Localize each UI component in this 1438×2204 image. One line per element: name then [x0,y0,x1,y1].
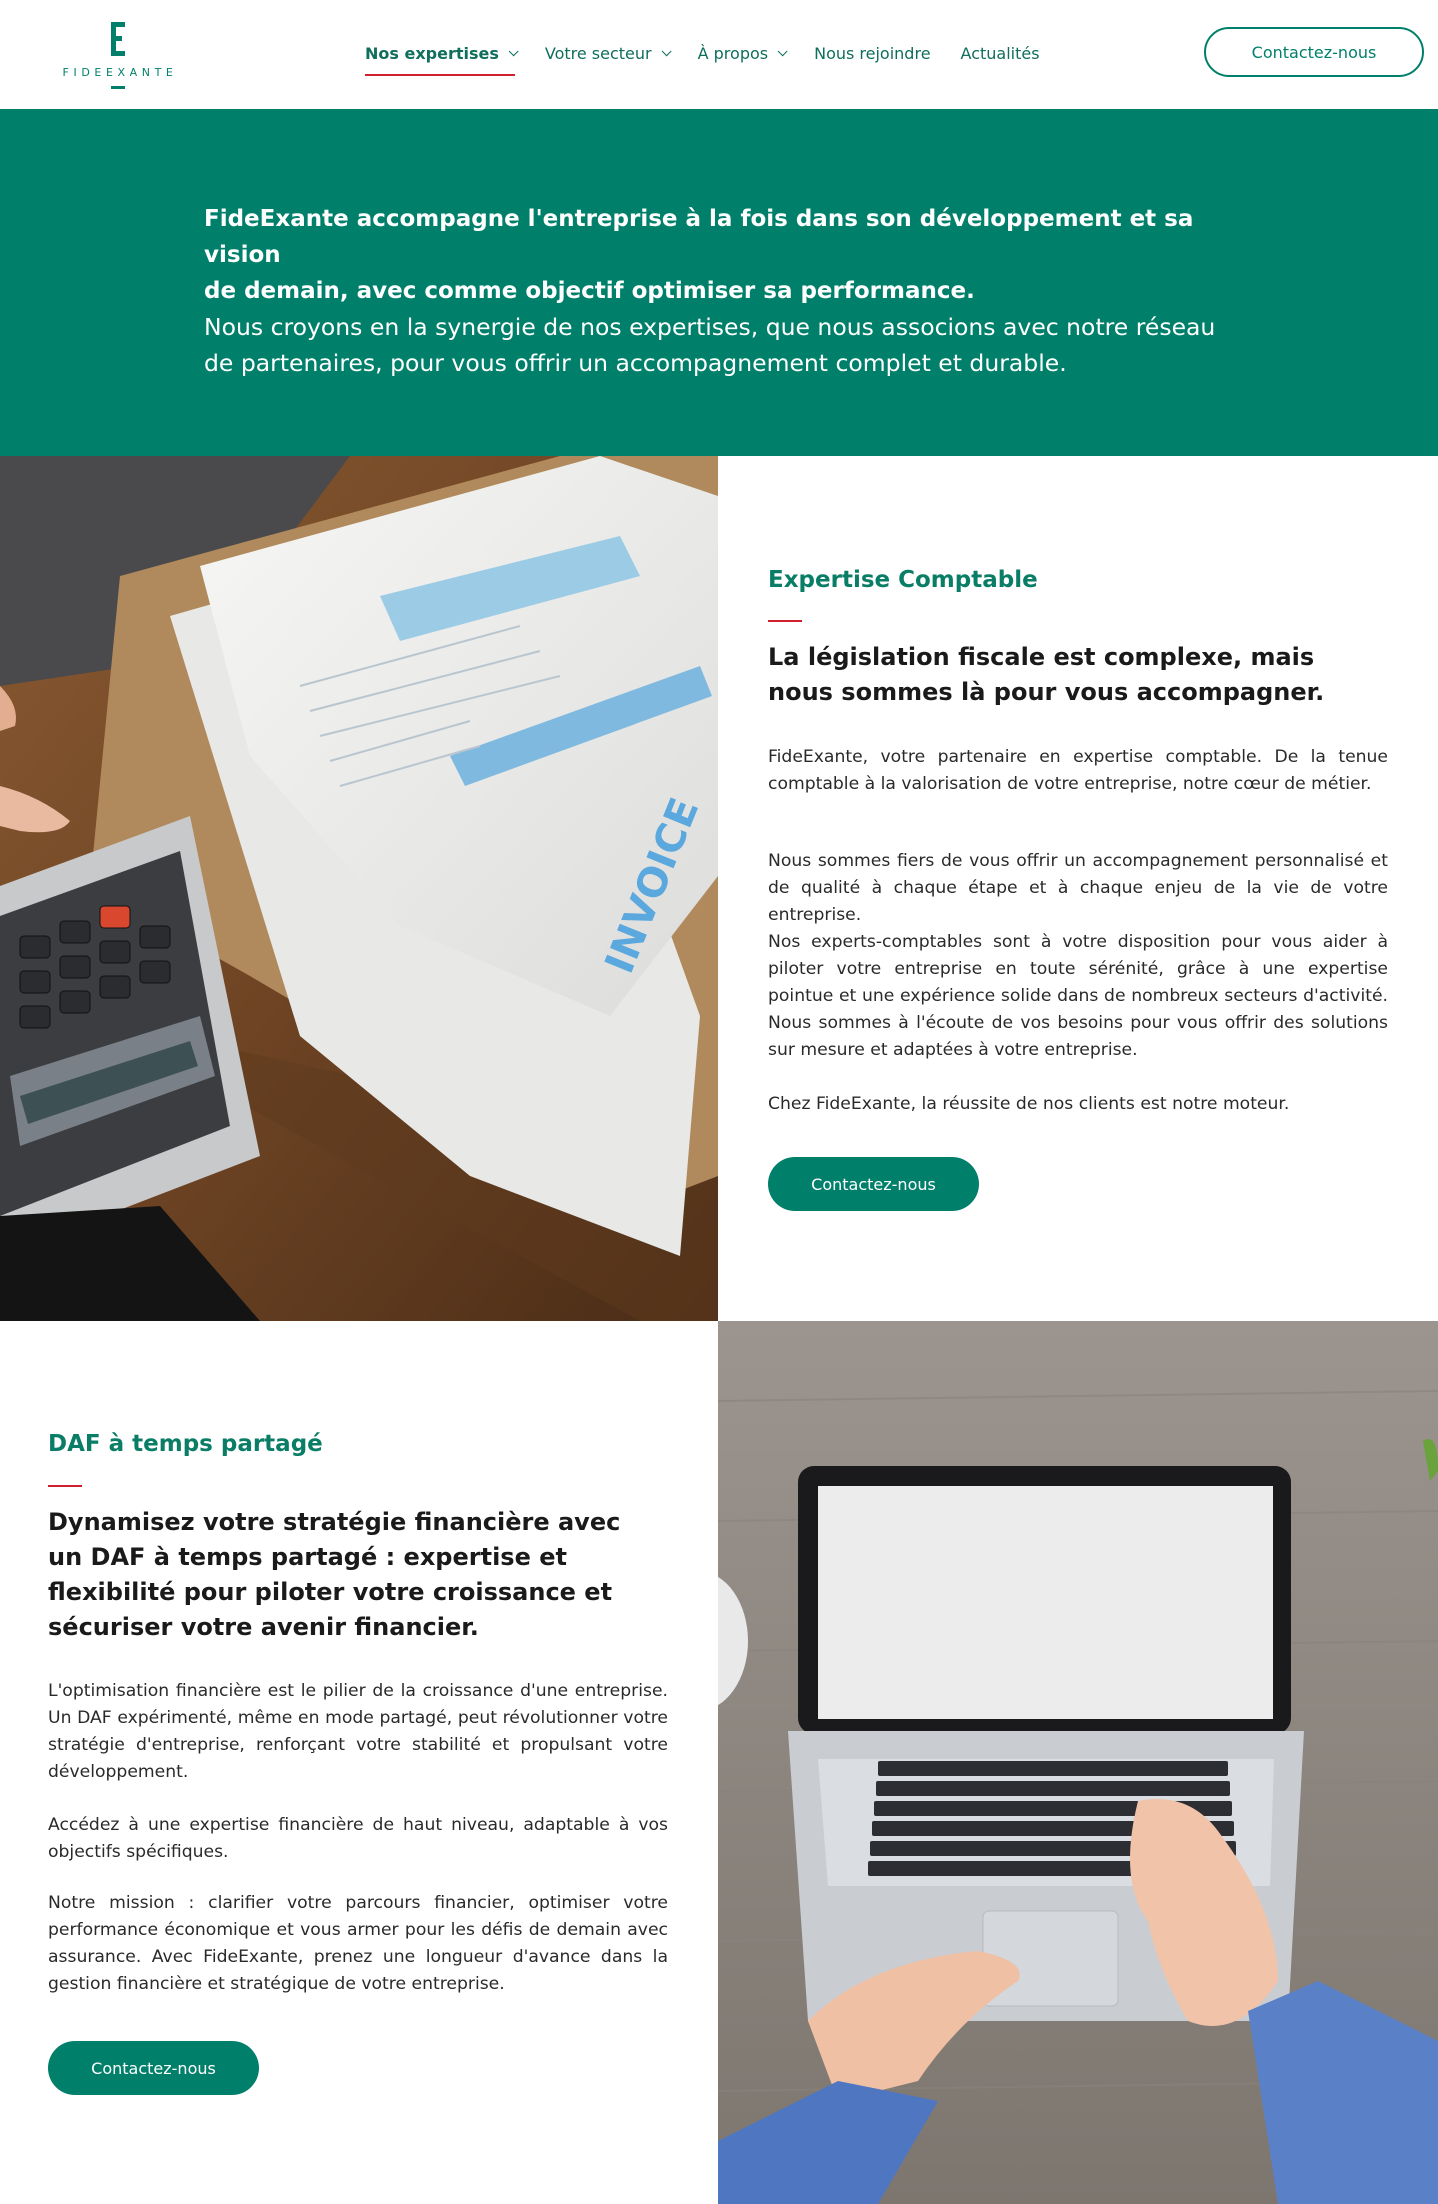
invoice-photo-text: INVOICE [596,791,709,980]
title-underline [48,1485,82,1487]
header-contact-button[interactable]: Contactez-nous [1204,27,1424,77]
body-paragraph: Nos experts-comptables sont à votre disposition pour vous aider à piloter votre entreprise en toute sérénité, grâce à une expertise pointue et une expérience solide dans de nombreux secteurs d'activité. Nous sommes à l'écoute de vos besoins pour vous offrir des solutions sur mesure et adaptées à votre entreprise. [768,932,1388,1060]
fideexante-logo[interactable] [55,20,185,92]
hero-text-block [204,201,1244,381]
nav-item-label: Nous rejoindre [814,43,931,63]
nav-item-label: À propos [697,43,769,63]
chevron-down-icon [509,46,519,56]
section-title: DAF à temps partagé [48,1431,323,1457]
calculator-invoice-illustration [0,456,718,1321]
nav-item-nous-rejoindre[interactable] [814,40,930,66]
section-subtitle: Dynamisez votre stratégie financière avec un DAF à temps partagé : expertise et flexibilité pour piloter votre croissance et sécuriser votre avenir financier. [48,1508,621,1641]
section-title: Expertise Comptable [768,567,1038,593]
body-paragraph: FideExante, votre partenaire en expertise comptable. De la tenue comptable à la valorisation de votre entreprise, notre cœur de métier. [768,747,1388,794]
logo-wordmark: FIDEEXANTE [62,66,178,79]
chevron-down-icon [661,46,671,56]
logo-e-mark-icon [111,22,127,58]
hero-strong-line: de demain, avec comme objectif optimiser sa performance. [204,278,975,304]
daf-contact-button[interactable]: Contactez-nous [48,2041,259,2095]
accounting-photo [0,456,718,1321]
main-nav [365,40,1070,66]
body-paragraph: Accédez à une expertise financière de haut niveau, adaptable à vos objectifs spécifiques. [48,1815,668,1862]
nav-item-votre-secteur[interactable] [545,40,668,66]
chevron-down-icon [778,46,788,56]
hero-line: de partenaires, pour vous offrir un accompagnement complet et durable. [204,349,1067,377]
logo-underline [111,86,125,89]
nav-item-label: Nos expertises [365,43,499,63]
laptop-desk-illustration [718,1321,1438,2204]
title-underline [768,620,802,622]
hero-line: Nous croyons en la synergie de nos expertises, que nous associons avec notre réseau [204,313,1216,341]
laptop-photo [718,1321,1438,2204]
section-subtitle: La législation fiscale est complexe, mais nous sommes là pour vous accompagner. [768,643,1325,706]
expertise-contact-button[interactable]: Contactez-nous [768,1157,979,1211]
nav-item-label: Votre secteur [544,43,652,63]
body-paragraph: Nous sommes fiers de vous offrir un accompagnement personnalisé et de qualité à chaque étape et à chaque enjeu de la vie de votre entreprise. [768,851,1388,925]
nav-item-nos-expertises[interactable] [365,40,515,66]
nav-item-label: Actualités [960,43,1040,63]
site-header [0,0,1438,109]
body-paragraph: Chez FideExante, la réussite de nos clients est notre moteur. [768,1094,1290,1114]
body-paragraph: L'optimisation financière est le pilier de la croissance d'une entreprise. Un DAF expérimenté, même en mode partagé, peut révolutionner votre stratégie d'entreprise, renforçant votre stabilité et propulsant votre développement. [48,1681,668,1782]
hero-banner [0,109,1438,456]
body-paragraph: Notre mission : clarifier votre parcours financier, optimiser votre performance économique et vous armer pour les défis de demain avec assurance. Avec FideExante, prenez une longueur d'avance dans la gestion financière et stratégique de votre entreprise. [48,1893,668,1994]
nav-item-actualites[interactable] [961,40,1040,66]
nav-item-a-propos[interactable] [698,40,784,66]
hero-strong-line: FideExante accompagne l'entreprise à la fois dans son développement et sa vision [204,206,1194,268]
